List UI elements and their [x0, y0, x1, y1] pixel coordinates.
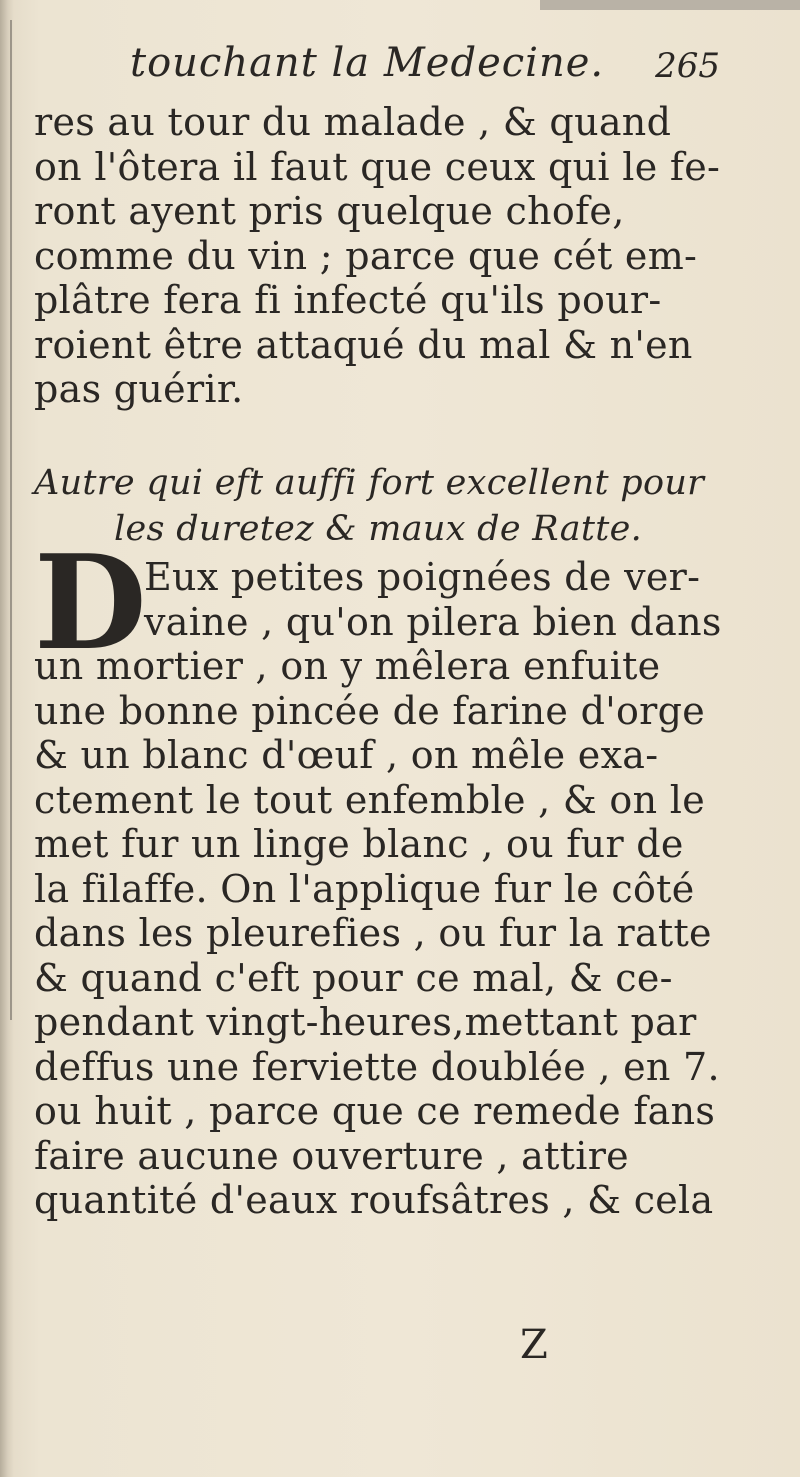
drop-cap: D [34, 526, 147, 679]
text-line: vaine , qu'on pilera bien dans [144, 599, 722, 644]
text-line: ctement le tout enfemble , & on le [34, 777, 706, 822]
text-line: met fur un linge blanc , ou fur de [34, 822, 684, 866]
text-line: & un blanc d'œuf , on mêle exa- [34, 733, 659, 777]
text-line: un mortier , on y mêlera enfuite [34, 644, 661, 688]
page-header [130, 40, 720, 100]
text-line: pas guérir. [34, 367, 244, 411]
text-line: & quand c'eft pour ce mal, & ce- [34, 955, 673, 1000]
page-number: 265 [655, 46, 720, 86]
body-text-top [34, 100, 734, 412]
heading-line: les duretez & maux de Ratte. [114, 509, 643, 549]
text-line: Eux petites poignées de ver- [144, 555, 701, 599]
text-line: quantité d'eaux roufsâtres , & cela [34, 1178, 714, 1222]
text-line: deffus une ferviette doublée , en 7. [34, 1044, 720, 1089]
signature-mark: Z [520, 1322, 548, 1368]
text-line: plâtre fera fi infecté qu'ils pour- [34, 278, 662, 322]
text-line: res au tour du malade , & quand [34, 100, 672, 144]
text-line: ou huit , parce que ce remede fans [34, 1089, 716, 1133]
heading-line: Autre qui eft auffi fort excellent pour [34, 463, 705, 503]
running-title: touchant la Medecine. [130, 40, 605, 86]
text-line: la filaffe. On l'applique fur le côté [34, 866, 695, 911]
text-line: faire aucune ouverture , attire [34, 1133, 629, 1178]
text-line: roient être attaqué du mal & n'en [34, 322, 693, 367]
text-line: pendant vingt-heures,mettant par [34, 1000, 697, 1044]
binding-line [10, 20, 12, 1020]
text-line: une bonne pincée de farine d'orge [34, 688, 706, 733]
text-line: comme du vin ; parce que cét em- [34, 233, 698, 278]
text-line: dans les pleurefies , ou fur la ratte [34, 911, 712, 955]
text-line: on l'ôtera il faut que ceux qui le fe- [34, 144, 721, 189]
page-top-edge [540, 0, 800, 10]
text-line: ront ayent pris quelque chofe, [34, 189, 625, 233]
